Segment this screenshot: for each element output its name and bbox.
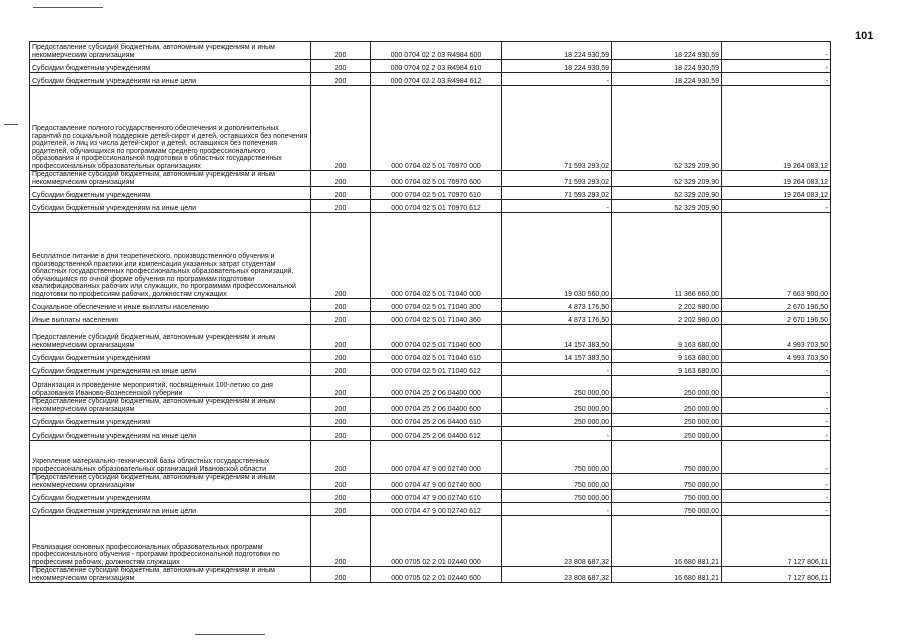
cell-name: Субсидии бюджетным учреждениям [30,490,311,503]
cell-a2: 9 163 680,00 [612,363,722,376]
table-row [30,42,831,60]
cell-a1: 14 157 383,50 [502,350,612,363]
cell-a1: 4 873 176,50 [502,299,612,312]
cell-csr: 000 0704 02 5 01 71040 612 [371,363,502,376]
budget-table [29,41,831,583]
cell-name: Укрепление материально-технической базы областных государственных профессиональных образовательных организаций Ивановской области [30,441,311,474]
cell-a3: 2 670 196,50 [722,312,831,325]
cell-a1: - [502,363,612,376]
cell-a2: 16 680 881,21 [612,516,722,567]
cell-code: 200 [311,86,371,171]
cell-csr: 000 0704 25 2 06 04400 610 [371,414,502,427]
cell-csr: 000 0704 02 5 01 70970 600 [371,171,502,187]
cell-csr: 000 0704 25 2 06 04400 612 [371,427,502,441]
table-row [30,414,831,427]
cell-name: Реализация основных профессиональных образовательных программ профессионального обучения - программ профессиональной подготовки по профессиям рабочих, должностям служащих [30,516,311,567]
cell-csr: 000 0704 02 5 01 71040 000 [371,213,502,299]
cell-name: Предоставление субсидий бюджетным, автономным учреждениям и иным некоммерческим организациям [30,474,311,490]
cell-a1: 750 000,00 [502,490,612,503]
cell-csr: 000 0704 02 2 03 R4984 612 [371,73,502,86]
cell-name: Предоставление субсидий бюджетным, автономным учреждениям и иным некоммерческим организациям [30,567,311,583]
cell-a1: 23 808 687,32 [502,516,612,567]
cell-a1: 750 000,00 [502,474,612,490]
cell-a3: - [722,398,831,414]
cell-csr: 000 0705 02 2 01 02440 600 [371,567,502,583]
cell-csr: 000 0704 02 5 01 71040 360 [371,312,502,325]
cell-name: Субсидии бюджетным учреждениям на иные цели [30,73,311,86]
cell-a3: - [722,474,831,490]
table-row [30,427,831,441]
table-row [30,350,831,363]
cell-csr: 000 0704 25 2 06 04400 000 [371,376,502,398]
cell-code: 200 [311,427,371,441]
cell-a3: 19 264 083,12 [722,187,831,200]
cell-name: Иные выплаты населению [30,312,311,325]
cell-name: Субсидии бюджетным учреждениям [30,187,311,200]
cell-a3: - [722,503,831,516]
cell-a1: - [502,200,612,213]
cell-code: 200 [311,516,371,567]
cell-csr: 000 0704 02 5 01 70970 610 [371,187,502,200]
scan-artifact-line [195,634,265,635]
cell-a1: 71 593 293,02 [502,171,612,187]
cell-a1: 250 000,00 [502,376,612,398]
cell-code: 200 [311,414,371,427]
cell-csr: 000 0704 02 5 01 71040 300 [371,299,502,312]
cell-code: 200 [311,503,371,516]
cell-a2: 250 000,00 [612,398,722,414]
cell-a2: 52 329 209,90 [612,187,722,200]
cell-a3: 4 993 703,50 [722,350,831,363]
cell-code: 200 [311,312,371,325]
cell-code: 200 [311,42,371,60]
cell-a1: 750 000,00 [502,441,612,474]
table-row [30,490,831,503]
cell-a2: 750 000,00 [612,474,722,490]
cell-name: Субсидии бюджетным учреждениям на иные цели [30,363,311,376]
table-row [30,73,831,86]
cell-a1: 18 224 930,59 [502,42,612,60]
cell-code: 200 [311,200,371,213]
table-row [30,86,831,171]
cell-csr: 000 0704 02 2 03 R4984 610 [371,60,502,73]
cell-code: 200 [311,73,371,86]
cell-a1: - [502,73,612,86]
cell-csr: 000 0704 02 5 01 71040 610 [371,350,502,363]
cell-a2: 18 224 930,59 [612,42,722,60]
cell-csr: 000 0704 02 5 01 70970 000 [371,86,502,171]
cell-a2: 250 000,00 [612,427,722,441]
cell-code: 200 [311,213,371,299]
cell-csr: 000 0704 47 9 00 02740 610 [371,490,502,503]
cell-a2: 250 000,00 [612,414,722,427]
cell-a3: 7 127 806,11 [722,567,831,583]
cell-a2: 750 000,00 [612,503,722,516]
cell-name: Бесплатное питание в дни теоретического, производственного обучения и производственной практики или компенсация указанных затрат студентам областных государственных профессиональных образовательных организаций, обучающимся по очной форме обучения по программам подготовки квалифицированных рабочих или служащих, по программам профессиональной подготовки по профессиям рабочих, должностям служащих [30,213,311,299]
cell-csr: 000 0704 47 9 00 02740 600 [371,474,502,490]
cell-a1: 14 157 383,50 [502,325,612,350]
cell-a3: 2 670 196,50 [722,299,831,312]
cell-a2: 750 000,00 [612,441,722,474]
cell-a2: 750 000,00 [612,490,722,503]
cell-name: Предоставление полного государственного обеспечения и дополнительных гарантий по социальной поддержке детей-сирот и детей, оставшихся без попечения родителей, и лиц из числа детей-сирот и детей, оставшихся без попечения родителей, обучающихся по программам среднего профессионального образования и профессиональной подготовки в областных государственных профессиональных образовательных организациях [30,86,311,171]
cell-name: Предоставление субсидий бюджетным, автономным учреждениям и иным некоммерческим организациям [30,171,311,187]
table-row [30,213,831,299]
cell-csr: 000 0704 02 2 03 R4984 600 [371,42,502,60]
cell-a3: - [722,42,831,60]
cell-a2: 250 000,00 [612,376,722,398]
table-row [30,474,831,490]
table-row [30,398,831,414]
cell-code: 200 [311,60,371,73]
cell-csr: 000 0704 02 5 01 70970 612 [371,200,502,213]
cell-name: Предоставление субсидий бюджетным, автономным учреждениям и иным некоммерческим организациям [30,325,311,350]
cell-code: 200 [311,474,371,490]
cell-a1: 19 030 560,00 [502,213,612,299]
cell-a1: 250 000,00 [502,398,612,414]
table-row [30,363,831,376]
table-row [30,567,831,583]
table-row [30,376,831,398]
table-row [30,60,831,73]
cell-name: Субсидии бюджетным учреждениям [30,350,311,363]
cell-name: Предоставление субсидий бюджетным, автономным учреждениям и иным некоммерческим организациям [30,42,311,60]
cell-a1: 71 593 293,02 [502,187,612,200]
cell-a3: - [722,490,831,503]
cell-code: 200 [311,376,371,398]
cell-a2: 9 163 680,00 [612,325,722,350]
cell-a3: 19 264 083,12 [722,86,831,171]
cell-code: 200 [311,490,371,503]
cell-name: Субсидии бюджетным учреждениям [30,414,311,427]
cell-a3: - [722,427,831,441]
table-row [30,187,831,200]
table-row [30,503,831,516]
cell-name: Предоставление субсидий бюджетным, автономным учреждениям и иным некоммерческим организациям [30,398,311,414]
cell-a3: - [722,73,831,86]
cell-csr: 000 0704 47 9 00 02740 612 [371,503,502,516]
cell-a1: 4 873 176,50 [502,312,612,325]
cell-a2: 16 680 881,21 [612,567,722,583]
page-number: 101 [855,30,874,42]
cell-a1: 18 224 930,59 [502,60,612,73]
table-row [30,325,831,350]
cell-csr: 000 0704 47 9 00 02740 000 [371,441,502,474]
cell-a2: 2 202 980,00 [612,299,722,312]
cell-a3: - [722,200,831,213]
table-row [30,299,831,312]
cell-csr: 000 0705 02 2 01 02440 000 [371,516,502,567]
scan-artifact-line [4,124,18,125]
table-row [30,200,831,213]
cell-name: Субсидии бюджетным учреждениям на иные цели [30,200,311,213]
cell-a3: 7 663 900,00 [722,213,831,299]
table-row [30,441,831,474]
cell-a3: - [722,363,831,376]
cell-code: 200 [311,350,371,363]
cell-a3: - [722,441,831,474]
cell-a3: - [722,60,831,73]
cell-name: Субсидии бюджетным учреждениям на иные цели [30,427,311,441]
cell-csr: 000 0704 25 2 06 04400 600 [371,398,502,414]
cell-a2: 18 224 930,59 [612,73,722,86]
cell-a1: 23 808 687,32 [502,567,612,583]
cell-code: 200 [311,187,371,200]
cell-csr: 000 0704 02 5 01 71040 600 [371,325,502,350]
cell-code: 200 [311,299,371,312]
cell-code: 200 [311,325,371,350]
scan-artifact-line [33,7,103,8]
cell-a2: 11 366 660,00 [612,213,722,299]
cell-a1: - [502,503,612,516]
cell-code: 200 [311,567,371,583]
cell-a2: 18 224 930,59 [612,60,722,73]
cell-code: 200 [311,363,371,376]
cell-name: Социальное обеспечение и иные выплаты населению [30,299,311,312]
cell-code: 200 [311,171,371,187]
cell-code: 200 [311,441,371,474]
table-row [30,171,831,187]
cell-a1: 71 593 293,02 [502,86,612,171]
cell-a1: - [502,427,612,441]
table-row [30,312,831,325]
cell-name: Организация и проведение мероприятий, посвященных 100-летию со дня образования Иваново-Вознесенской губернии [30,376,311,398]
cell-a3: 19 264 083,12 [722,171,831,187]
cell-name: Субсидии бюджетным учреждениям на иные цели [30,503,311,516]
cell-a2: 9 163 680,00 [612,350,722,363]
table-row [30,516,831,567]
cell-a3: 7 127 806,11 [722,516,831,567]
cell-a2: 52 329 209,90 [612,200,722,213]
cell-a2: 52 329 209,90 [612,86,722,171]
cell-a1: 250 000,00 [502,414,612,427]
cell-a2: 52 329 209,90 [612,171,722,187]
cell-a3: 4 993 703,50 [722,325,831,350]
cell-code: 200 [311,398,371,414]
cell-a3: - [722,376,831,398]
cell-a2: 2 202 980,00 [612,312,722,325]
cell-a3: - [722,414,831,427]
cell-name: Субсидии бюджетным учреждениям [30,60,311,73]
